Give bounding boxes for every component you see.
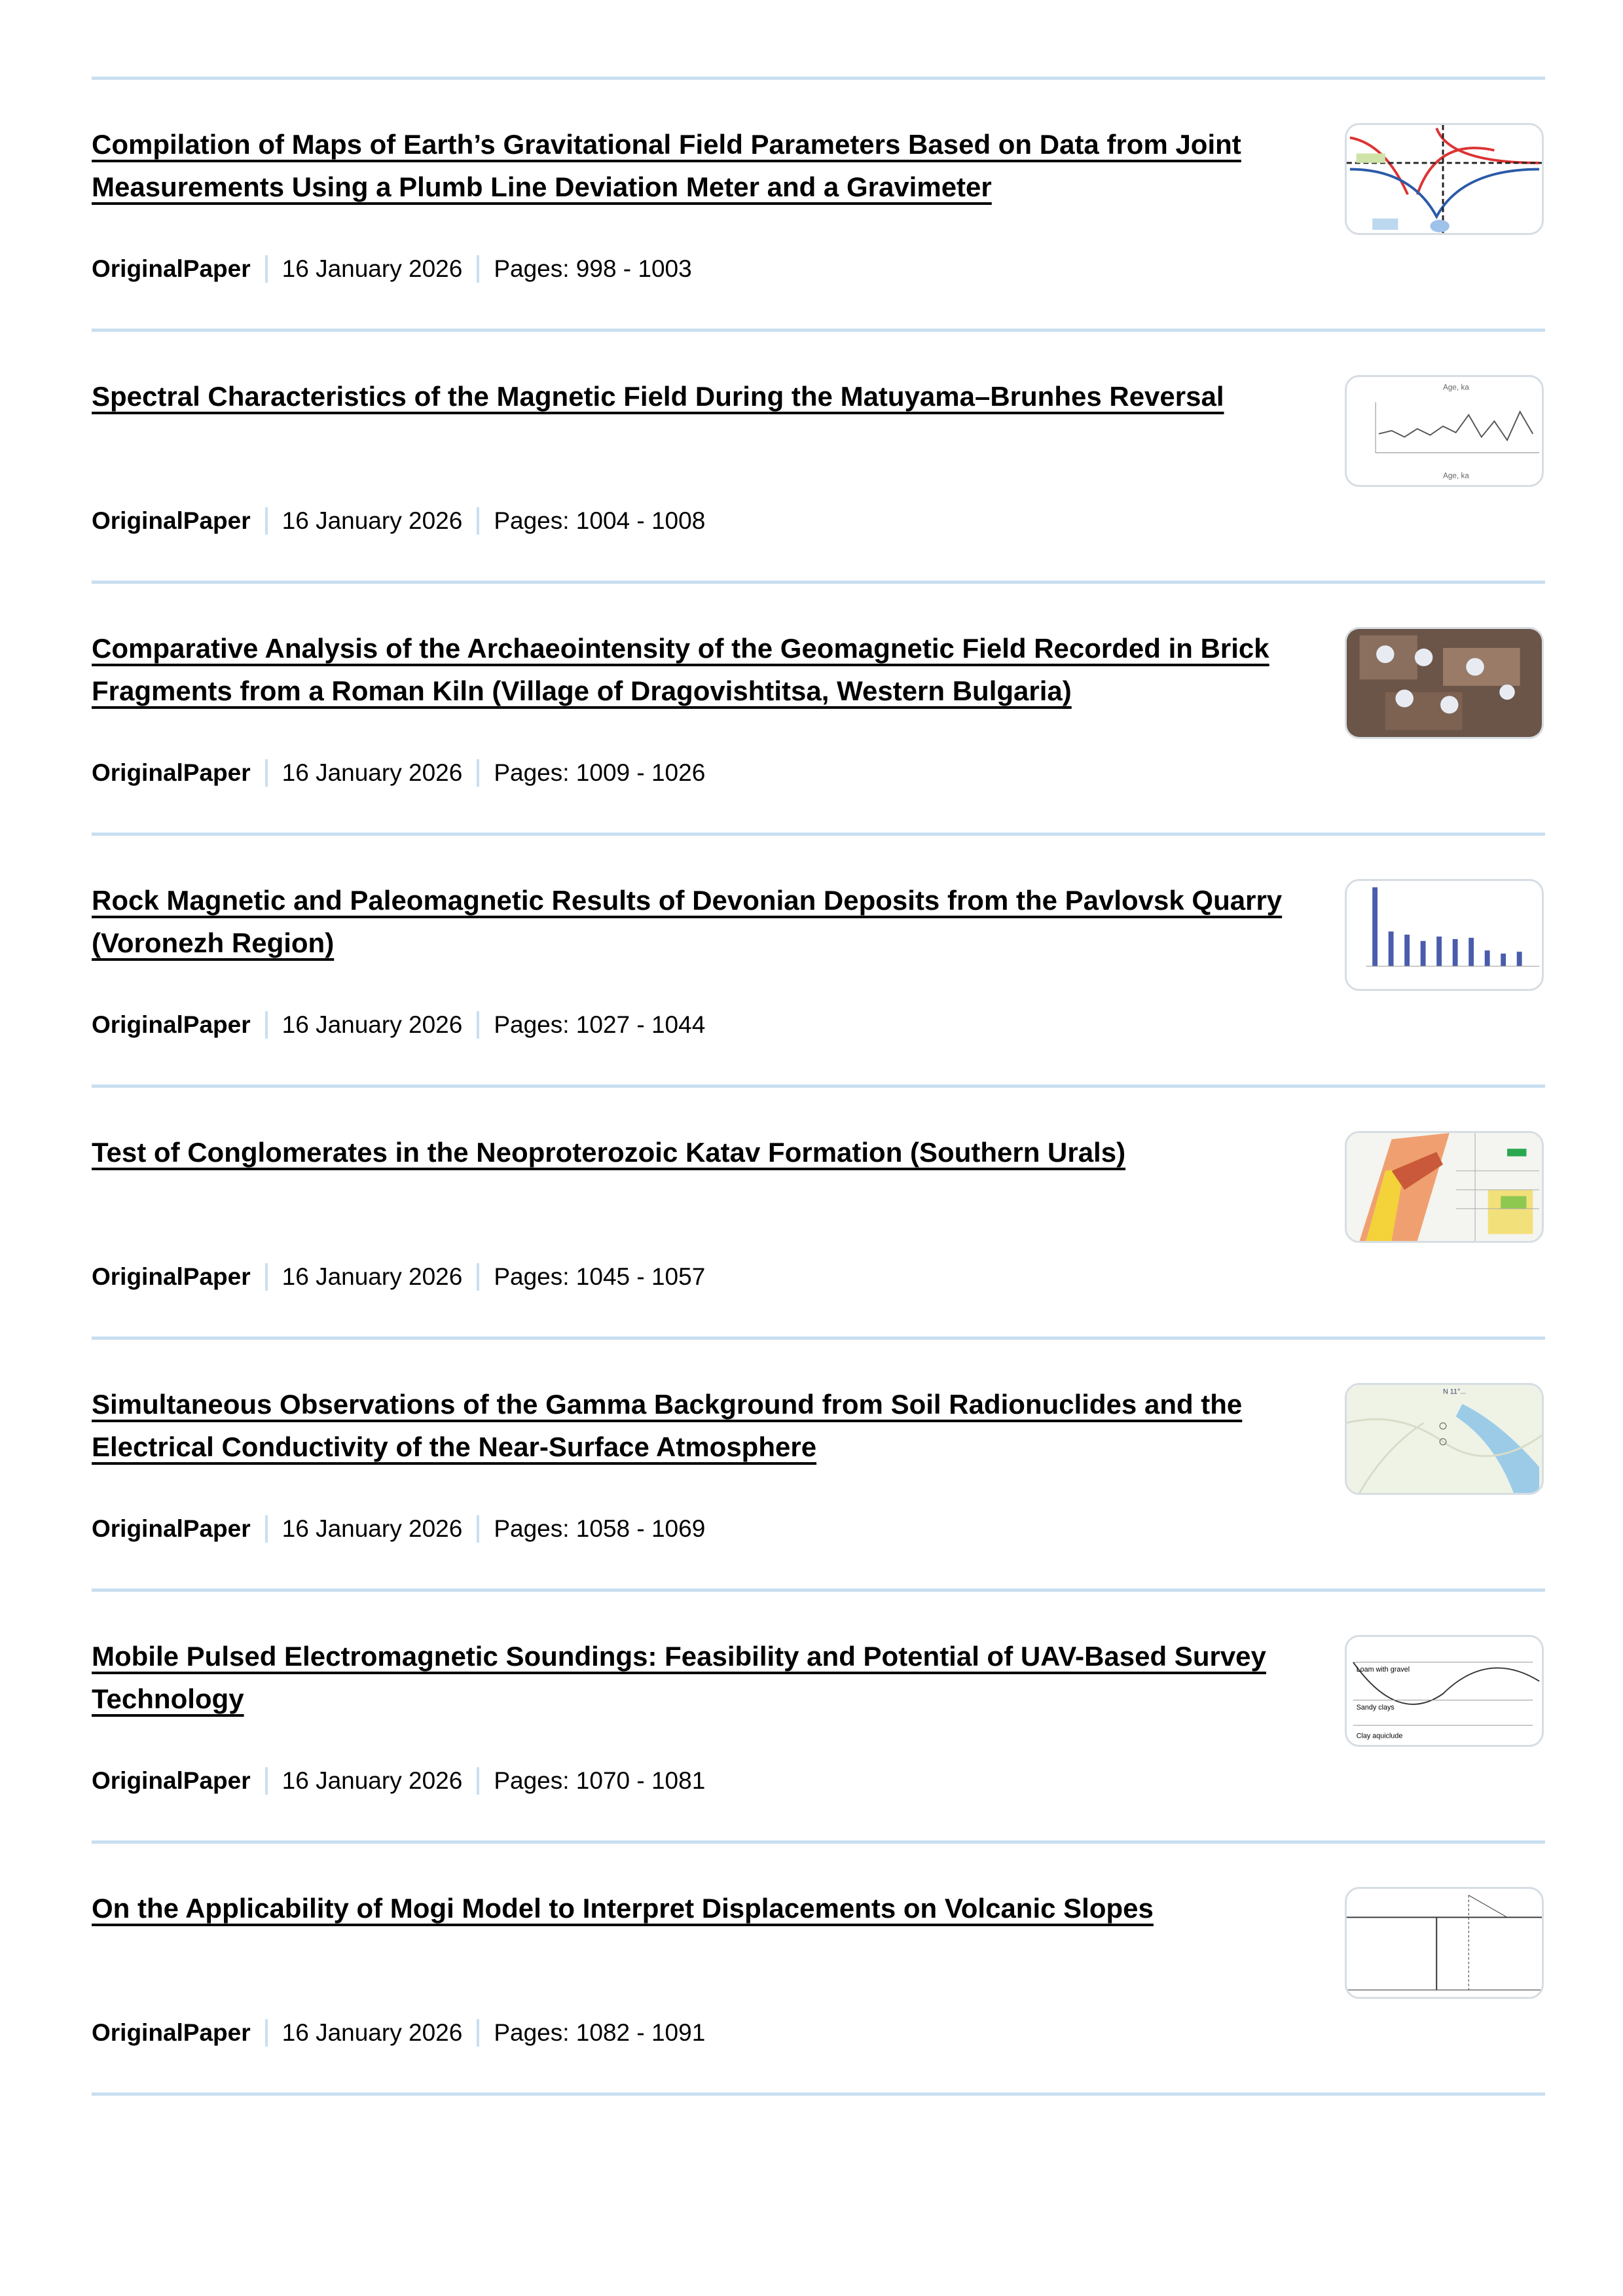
publish-date: 16 January 2026: [282, 1263, 463, 1290]
article-item: [92, 833, 1545, 1085]
publish-date: 16 January 2026: [282, 1515, 463, 1542]
article-title: [92, 1635, 1309, 1720]
separator: [265, 759, 268, 787]
article-item: [92, 77, 1545, 329]
separator: [265, 1767, 268, 1795]
article-type: OriginalPaper: [92, 1515, 251, 1542]
article-thumbnail[interactable]: [1345, 1383, 1544, 1495]
separator: [477, 255, 479, 283]
article-title: [92, 1131, 1309, 1174]
page-range: Pages: 998 - 1003: [494, 255, 692, 282]
page-range: Pages: 1070 - 1081: [494, 1767, 706, 1794]
article-title-link[interactable]: Compilation of Maps of Earth’s Gravitational Field Parameters Based on Data from Joint Measurements Using a Plumb Line Deviation Meter and a Gravimeter: [92, 129, 1241, 202]
publish-date: 16 January 2026: [282, 1767, 463, 1794]
article-title-link[interactable]: Mobile Pulsed Electromagnetic Soundings: Feasibility and Potential of UAV-Based Survey Technology: [92, 1641, 1266, 1714]
article-thumbnail[interactable]: [1345, 1887, 1544, 1999]
separator: [265, 507, 268, 535]
thumbnail-image: [1347, 1133, 1542, 1241]
article-item: [92, 581, 1545, 833]
article-thumbnail[interactable]: [1345, 375, 1544, 487]
publish-date: 16 January 2026: [282, 1011, 463, 1038]
thumbnail-image: [1347, 1889, 1542, 1997]
article-meta: [92, 759, 705, 787]
article-item: [92, 1085, 1545, 1336]
article-title-link[interactable]: Spectral Characteristics of the Magnetic Field During the Matuyama–Brunhes Reversal: [92, 381, 1224, 412]
article-type: OriginalPaper: [92, 1011, 251, 1038]
svg-text:Age, ka: Age, ka: [1443, 383, 1469, 392]
article-type: OriginalPaper: [92, 2019, 251, 2046]
article-title-link[interactable]: Test of Conglomerates in the Neoproterozoic Katav Formation (Southern Urals): [92, 1137, 1126, 1168]
article-item: [92, 1588, 1545, 1840]
publish-date: 16 January 2026: [282, 759, 463, 786]
article-type: OriginalPaper: [92, 759, 251, 786]
separator: [477, 507, 479, 535]
thumbnail-image: [1347, 1637, 1542, 1745]
article-item: [92, 1336, 1545, 1588]
article-item: [92, 329, 1545, 581]
publish-date: 16 January 2026: [282, 255, 463, 282]
article-meta: [92, 255, 692, 283]
page-range: Pages: 1027 - 1044: [494, 1011, 706, 1038]
article-type: OriginalPaper: [92, 255, 251, 282]
article-meta: [92, 2019, 705, 2047]
article-type: OriginalPaper: [92, 1767, 251, 1794]
article-thumbnail[interactable]: [1345, 1131, 1544, 1243]
article-meta: [92, 1515, 705, 1543]
article-title: [92, 627, 1309, 712]
article-meta: [92, 507, 705, 535]
article-thumbnail[interactable]: [1345, 627, 1544, 739]
page-range: Pages: 1004 - 1008: [494, 507, 706, 534]
svg-text:Loam with gravel: Loam with gravel: [1356, 1666, 1410, 1674]
article-title-link[interactable]: On the Applicability of Mogi Model to Interpret Displacements on Volcanic Slopes: [92, 1893, 1154, 1924]
svg-text:N 11°...: N 11°...: [1443, 1388, 1467, 1396]
article-title: [92, 1887, 1309, 1929]
article-item: [92, 1840, 1545, 2092]
separator: [477, 1767, 479, 1795]
separator: [265, 1515, 268, 1543]
article-meta: [92, 1263, 705, 1291]
article-thumbnail[interactable]: [1345, 879, 1544, 991]
separator: [477, 1515, 479, 1543]
page-range: Pages: 1009 - 1026: [494, 759, 706, 786]
separator: [265, 2019, 268, 2047]
article-title-link[interactable]: Comparative Analysis of the Archaeointensity of the Geomagnetic Field Recorded in Brick Fragments from a Roman Kiln (Village of Dragovishtitsa, Western Bulgaria): [92, 633, 1269, 706]
divider: [92, 2092, 1545, 2096]
svg-text:Clay aquiclude: Clay aquiclude: [1356, 1732, 1403, 1740]
separator: [477, 1263, 479, 1291]
article-title: [92, 879, 1309, 964]
separator: [265, 255, 268, 283]
article-title-link[interactable]: Simultaneous Observations of the Gamma Background from Soil Radionuclides and the Electrical Conductivity of the Near-Surface Atmosphere: [92, 1389, 1243, 1462]
thumbnail-image: [1347, 629, 1542, 737]
article-title: [92, 1383, 1309, 1468]
publish-date: 16 January 2026: [282, 507, 463, 534]
article-meta: [92, 1011, 705, 1039]
separator: [477, 759, 479, 787]
thumbnail-image: [1347, 377, 1542, 485]
svg-text:Age, ka: Age, ka: [1443, 471, 1469, 480]
thumbnail-image: [1347, 881, 1542, 989]
page-range: Pages: 1082 - 1091: [494, 2019, 706, 2046]
article-title: [92, 123, 1309, 208]
article-type: OriginalPaper: [92, 507, 251, 534]
publish-date: 16 January 2026: [282, 2019, 463, 2046]
article-thumbnail[interactable]: [1345, 123, 1544, 235]
thumbnail-image: [1347, 125, 1542, 233]
page-range: Pages: 1058 - 1069: [494, 1515, 706, 1542]
thumbnail-image: [1347, 1385, 1542, 1493]
svg-text:Sandy clays: Sandy clays: [1356, 1704, 1395, 1712]
separator: [265, 1263, 268, 1291]
article-list: [92, 77, 1545, 2096]
article-thumbnail[interactable]: [1345, 1635, 1544, 1747]
separator: [477, 1011, 479, 1039]
separator: [477, 2019, 479, 2047]
article-title-link[interactable]: Rock Magnetic and Paleomagnetic Results of Devonian Deposits from the Pavlovsk Quarry (Voronezh Region): [92, 885, 1283, 958]
article-type: OriginalPaper: [92, 1263, 251, 1290]
article-title: [92, 375, 1309, 418]
page-range: Pages: 1045 - 1057: [494, 1263, 706, 1290]
separator: [265, 1011, 268, 1039]
article-meta: [92, 1767, 705, 1795]
